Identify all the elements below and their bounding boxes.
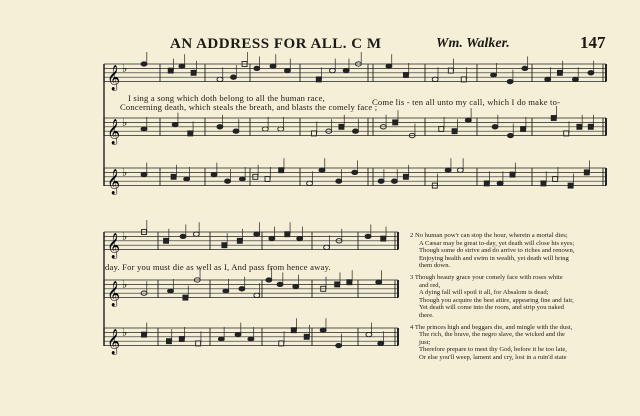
note-head xyxy=(239,177,245,181)
verse-line: just; xyxy=(419,338,431,346)
hymn-title: AN ADDRESS FOR ALL. C M xyxy=(170,36,382,52)
note-head xyxy=(335,282,340,287)
note-head xyxy=(391,179,397,183)
note-head xyxy=(541,181,546,186)
note-head xyxy=(270,64,276,68)
note-head xyxy=(291,328,296,333)
note-head xyxy=(284,68,290,72)
note-head xyxy=(166,339,171,344)
note-head xyxy=(172,122,178,126)
note-head xyxy=(432,77,438,81)
flat-icon: ♭ xyxy=(122,62,128,75)
note-head xyxy=(278,127,284,131)
note-head xyxy=(403,73,408,78)
note-head xyxy=(492,125,498,129)
note-head xyxy=(366,332,372,336)
note-head xyxy=(293,284,299,288)
note-head xyxy=(457,168,463,172)
note-head xyxy=(297,236,303,240)
note-head xyxy=(307,181,313,185)
note-head xyxy=(265,177,270,182)
lyrics-system2: day. For you must die as well as I, And pass from hence away. xyxy=(105,262,331,272)
note-head xyxy=(336,179,342,183)
flat-icon: ♭ xyxy=(122,230,128,243)
verse-line: 3 Though beauty grace your comely face with roses white xyxy=(410,273,563,281)
note-head xyxy=(386,64,392,68)
lyrics-system1-line1: I sing a song which doth belong to all the human race, xyxy=(128,93,325,103)
note-head xyxy=(339,124,344,129)
note-head xyxy=(254,293,260,297)
note-head xyxy=(507,79,513,83)
note-head xyxy=(254,66,260,70)
treble-clef-icon: 𝄞 xyxy=(107,281,121,307)
note-head xyxy=(248,337,254,341)
note-head xyxy=(521,127,526,132)
verse-line: A dying fall will spoil it all, for Absalom is dead; xyxy=(419,289,549,297)
verse-line: The rich, the brave, the negro slave, the wicked and the xyxy=(419,331,565,339)
note-head xyxy=(319,168,325,172)
flat-icon: ♭ xyxy=(122,116,128,129)
note-head xyxy=(279,341,284,346)
note-head xyxy=(564,131,569,136)
note-head xyxy=(403,174,408,179)
verse-line: them down. xyxy=(419,262,451,270)
note-head xyxy=(196,341,201,346)
note-head xyxy=(171,174,176,179)
note-head xyxy=(507,133,513,137)
note-head xyxy=(225,179,231,183)
note-head xyxy=(378,341,384,345)
verse-line: 2 No human pow'r can stop the hour, wherein a mortal dies; xyxy=(410,232,568,239)
note-head xyxy=(285,232,290,237)
verse-line: there. xyxy=(419,311,434,319)
note-head xyxy=(343,68,349,72)
note-head xyxy=(365,234,371,238)
lyrics-system1-line2: Concerning death, which steals the breath, and blasts the comely face ; xyxy=(120,102,378,112)
treble-clef-icon: 𝄞 xyxy=(107,329,121,355)
note-head xyxy=(484,181,489,186)
note-head xyxy=(568,183,573,188)
note-head xyxy=(497,181,503,185)
note-head xyxy=(347,280,352,285)
note-head xyxy=(217,77,223,81)
note-head xyxy=(269,236,275,240)
note-head xyxy=(168,68,173,73)
verse-line: Therefore prepare to meet thy God, before it be too late, xyxy=(419,346,567,354)
note-head xyxy=(312,131,317,136)
flat-icon: ♭ xyxy=(122,278,128,291)
note-head xyxy=(279,168,284,173)
verse-2 xyxy=(410,232,610,270)
note-head xyxy=(393,120,398,125)
note-head xyxy=(336,343,342,347)
note-head xyxy=(588,124,593,129)
note-head xyxy=(191,70,196,75)
note-head xyxy=(352,129,358,133)
note-head xyxy=(218,337,224,341)
note-head xyxy=(141,62,147,66)
treble-clef-icon: 𝄞 xyxy=(107,169,121,195)
note-head xyxy=(164,238,169,243)
note-head xyxy=(222,243,227,248)
note-head xyxy=(180,234,186,238)
note-head xyxy=(254,232,260,236)
note-head xyxy=(188,131,193,136)
note-head xyxy=(381,236,386,241)
note-head xyxy=(230,75,236,79)
note-head xyxy=(448,68,453,73)
verse-3 xyxy=(410,274,610,320)
note-head xyxy=(179,64,185,68)
note-head xyxy=(465,118,471,122)
note-head xyxy=(329,68,335,72)
note-head xyxy=(304,334,309,339)
treble-clef-icon: 𝄞 xyxy=(107,233,121,259)
note-head xyxy=(510,172,515,177)
verse-line: A Cæsar may be great to-day, yet death will close his eyes; xyxy=(419,239,575,247)
note-head xyxy=(588,71,594,75)
note-head xyxy=(235,332,241,336)
note-head xyxy=(352,170,358,174)
note-head xyxy=(461,77,466,82)
verse-line: Or else you'll weep, lament and cry, lost in a ruin'd state xyxy=(419,353,567,361)
note-head xyxy=(262,127,268,131)
note-head xyxy=(324,245,330,249)
note-head xyxy=(193,232,199,236)
note-head xyxy=(223,289,229,293)
note-head xyxy=(184,177,190,181)
note-head xyxy=(320,328,326,332)
note-head xyxy=(551,116,556,121)
verse-line: Enjoying health and swim in wealth, yet death will bring xyxy=(419,254,569,262)
verse-line: and red, xyxy=(419,281,441,289)
note-head xyxy=(316,77,321,82)
treble-clef-icon: 𝄞 xyxy=(107,65,121,91)
note-head xyxy=(179,337,184,342)
lyrics-system1-refrain: Come lis - ten all unto my call, which I do make to- xyxy=(372,97,561,107)
note-head xyxy=(376,280,382,284)
note-head xyxy=(277,282,283,286)
note-head xyxy=(142,332,147,337)
composer-name: Wm. Walker. xyxy=(436,36,510,51)
note-head xyxy=(237,238,242,243)
note-head xyxy=(141,127,147,131)
flat-icon: ♭ xyxy=(122,326,128,339)
note-head xyxy=(168,289,174,293)
verse-line: Though you acquire the best attire, appearing fine and fair, xyxy=(419,296,574,304)
note-head xyxy=(557,70,562,75)
note-head xyxy=(266,278,272,282)
note-head xyxy=(439,127,444,132)
note-head xyxy=(545,77,551,81)
treble-clef-icon: 𝄞 xyxy=(107,119,121,145)
verse-4 xyxy=(410,324,610,362)
note-head xyxy=(378,179,384,183)
note-head xyxy=(239,287,245,291)
flat-icon: ♭ xyxy=(122,166,128,179)
note-head xyxy=(233,129,239,133)
verse-line: Though some do strive and do arrive to riches and renown, xyxy=(419,247,575,255)
note-head xyxy=(572,77,578,81)
note-head xyxy=(553,177,558,182)
note-head xyxy=(445,168,451,172)
note-head xyxy=(452,129,457,134)
verse-line: 4 The princes high and beggars die, and mingle with the dust, xyxy=(410,323,573,331)
note-head xyxy=(211,172,217,176)
additional-verses xyxy=(410,232,610,366)
note-head xyxy=(577,124,582,129)
verse-line: Yet death will come into the room, and strip you naked xyxy=(419,304,564,312)
page-number: 147 xyxy=(580,33,606,52)
note-head xyxy=(522,66,528,70)
note-head xyxy=(491,73,497,77)
note-head xyxy=(584,170,589,175)
note-head xyxy=(183,295,188,300)
note-head xyxy=(141,172,147,176)
note-head xyxy=(217,125,223,129)
